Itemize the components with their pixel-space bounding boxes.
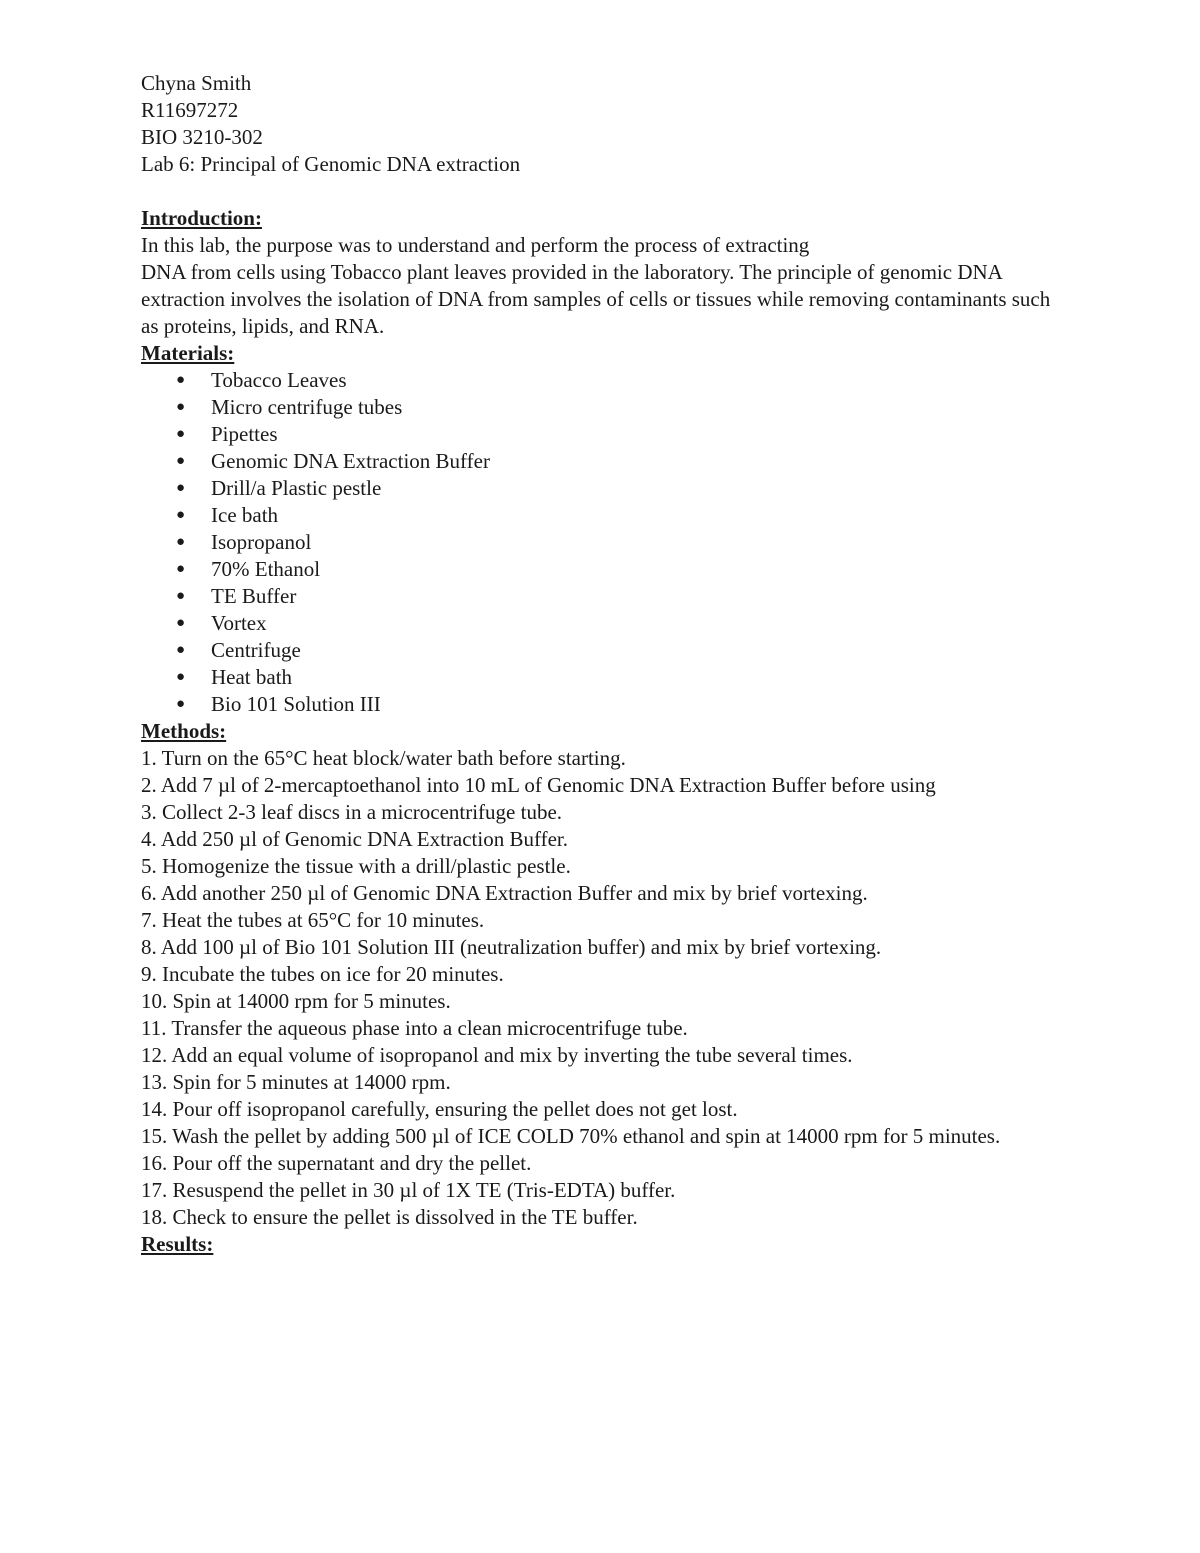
list-item [141, 394, 1081, 421]
course-code: BIO 3210-302 [141, 125, 263, 149]
bullet-icon: ● [176, 696, 186, 712]
author-name: Chyna Smith [141, 71, 252, 95]
list-item [141, 367, 1081, 394]
material-label: Heat bath [211, 665, 293, 689]
material-label: 70% Ethanol [211, 557, 321, 581]
introduction-paragraph: DNA from cells using Tobacco plant leaves provided in the laboratory. The principle of genomic DNA extraction involves the isolation of DNA from samples of cells or tissues while removing contaminants such as proteins, lipids, and RNA. [141, 260, 1051, 338]
list-item [141, 583, 1081, 610]
introduction-heading: Introduction: [141, 206, 262, 230]
results-heading: Results: [141, 1232, 214, 1256]
introduction-line-1: In this lab, the purpose was to understand and perform the process of extracting [141, 233, 810, 257]
bullet-icon: ● [176, 642, 186, 658]
bullet-icon: ● [176, 453, 186, 469]
method-step: 1. Turn on the 65°C heat block/water bath before starting. [141, 746, 626, 770]
method-step: 15. Wash the pellet by adding 500 µl of ICE COLD 70% ethanol and spin at 14000 rpm for 5 minutes. [141, 1124, 1001, 1148]
method-step: 10. Spin at 14000 rpm for 5 minutes. [141, 989, 451, 1013]
material-label: Tobacco Leaves [211, 368, 347, 392]
material-label: Pipettes [211, 422, 278, 446]
materials-list [141, 367, 1081, 718]
methods-heading: Methods: [141, 719, 227, 743]
lab-title: Lab 6: Principal of Genomic DNA extraction [141, 152, 521, 176]
material-label: Genomic DNA Extraction Buffer [211, 449, 490, 473]
bullet-icon: ● [176, 615, 186, 631]
method-step: 13. Spin for 5 minutes at 14000 rpm. [141, 1070, 451, 1094]
materials-heading: Materials: [141, 341, 235, 365]
method-step: 16. Pour off the supernatant and dry the pellet. [141, 1151, 532, 1175]
method-step: 12. Add an equal volume of isopropanol and mix by inverting the tube several times. [141, 1043, 853, 1067]
list-item [141, 502, 1081, 529]
method-step: 3. Collect 2-3 leaf discs in a microcentrifuge tube. [141, 800, 563, 824]
method-step: 2. Add 7 µl of 2-mercaptoethanol into 10 mL of Genomic DNA Extraction Buffer before using [141, 773, 936, 797]
list-item [141, 421, 1081, 448]
spacer [141, 178, 1081, 205]
method-step: 14. Pour off isopropanol carefully, ensuring the pellet does not get lost. [141, 1097, 738, 1121]
method-step: 8. Add 100 µl of Bio 101 Solution III (neutralization buffer) and mix by brief vortexing. [141, 935, 882, 959]
list-item [141, 664, 1081, 691]
bullet-icon: ● [176, 507, 186, 523]
material-label: Vortex [211, 611, 267, 635]
method-step: 11. Transfer the aqueous phase into a clean microcentrifuge tube. [141, 1016, 688, 1040]
method-step: 17. Resuspend the pellet in 30 µl of 1X TE (Tris-EDTA) buffer. [141, 1178, 676, 1202]
method-step: 6. Add another 250 µl of Genomic DNA Extraction Buffer and mix by brief vortexing. [141, 881, 868, 905]
material-label: Centrifuge [211, 638, 301, 662]
method-step: 7. Heat the tubes at 65°C for 10 minutes. [141, 908, 485, 932]
list-item [141, 637, 1081, 664]
list-item [141, 475, 1081, 502]
method-step: 5. Homogenize the tissue with a drill/plastic pestle. [141, 854, 571, 878]
bullet-icon: ● [176, 669, 186, 685]
method-step: 4. Add 250 µl of Genomic DNA Extraction Buffer. [141, 827, 568, 851]
list-item [141, 448, 1081, 475]
methods-list [141, 745, 1081, 1231]
list-item [141, 556, 1081, 583]
bullet-icon: ● [176, 480, 186, 496]
bullet-icon: ● [176, 561, 186, 577]
list-item [141, 529, 1081, 556]
method-step: 18. Check to ensure the pellet is dissolved in the TE buffer. [141, 1205, 638, 1229]
material-label: Ice bath [211, 503, 279, 527]
material-label: Micro centrifuge tubes [211, 395, 403, 419]
list-item [141, 610, 1081, 637]
list-item [141, 691, 1081, 718]
document-page [141, 70, 1081, 1258]
material-label: Drill/a Plastic pestle [211, 476, 382, 500]
material-label: TE Buffer [211, 584, 297, 608]
bullet-icon: ● [176, 588, 186, 604]
bullet-icon: ● [176, 399, 186, 415]
bullet-icon: ● [176, 372, 186, 388]
student-id: R11697272 [141, 98, 239, 122]
bullet-icon: ● [176, 426, 186, 442]
material-label: Isopropanol [211, 530, 312, 554]
material-label: Bio 101 Solution III [211, 692, 381, 716]
bullet-icon: ● [176, 534, 186, 550]
method-step: 9. Incubate the tubes on ice for 20 minutes. [141, 962, 504, 986]
